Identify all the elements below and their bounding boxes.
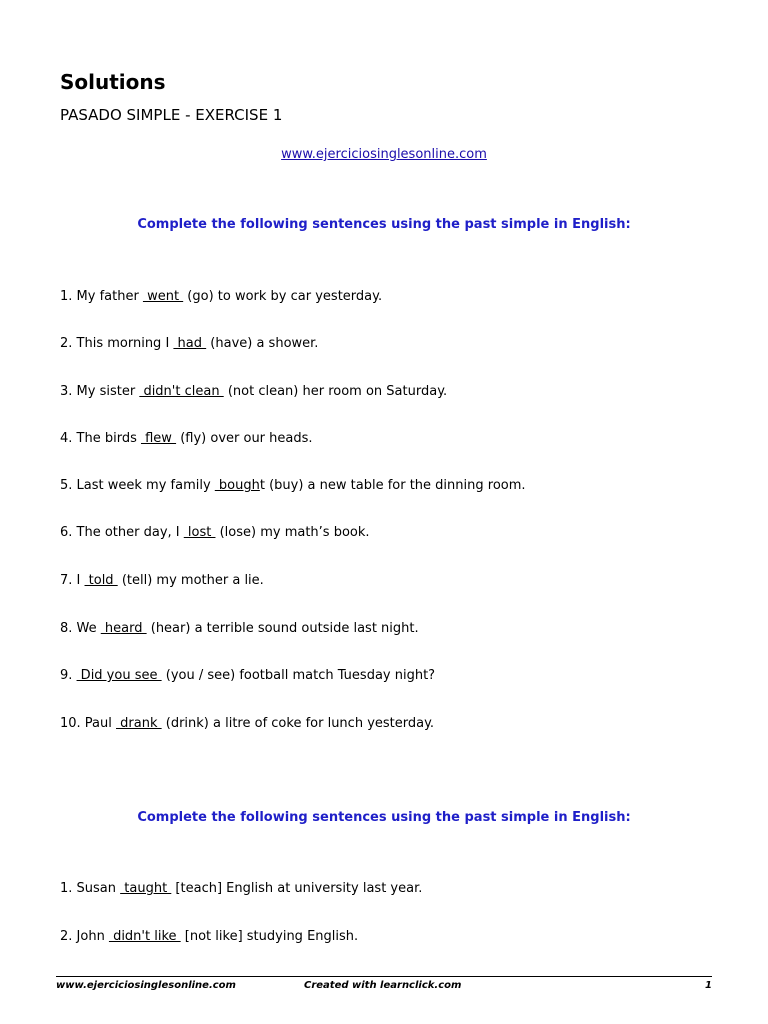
sentence-6: 6. The other day, I lost (lose) my math’s book. — [60, 525, 370, 540]
answer-4: flew — [140, 431, 177, 446]
sentence-2-2: 2. John didn't like [not like] studying English. — [60, 929, 359, 944]
sentence-1: 1. My father went (go) to work by car yesterday. — [60, 289, 383, 304]
sentence-5: 5. Last week my family bought (buy) a new table for the dinning room. — [60, 478, 526, 493]
sentence-10: 10. Paul drank (drink) a litre of coke for lunch yesterday. — [60, 716, 435, 731]
answer-1: went — [142, 289, 184, 304]
exercise-subtitle: PASADO SIMPLE - EXERCISE 1 — [60, 106, 283, 124]
answer-2: had — [173, 336, 207, 351]
answer-7: told — [84, 573, 118, 588]
answer-5: bough — [214, 478, 260, 493]
answer-6: lost — [183, 525, 216, 540]
sentence-8: 8. We heard (hear) a terrible sound outside last night. — [60, 621, 419, 636]
answer-2-2: didn't like — [108, 929, 181, 944]
page-number: 1 — [705, 980, 712, 991]
sentence-9: 9. Did you see (you / see) football match Tuesday night? — [60, 668, 436, 683]
answer-10: drank — [116, 716, 162, 731]
sentence-3: 3. My sister didn't clean (not clean) her room on Saturday. — [60, 384, 448, 399]
section1-instruction: Complete the following sentences using the past simple in English: — [137, 217, 631, 232]
footer-divider — [56, 976, 712, 977]
page-title: Solutions — [60, 70, 166, 94]
sentence-7: 7. I told (tell) my mother a lie. — [60, 573, 264, 588]
footer-website: www.ejerciciosinglesonline.com — [56, 980, 236, 991]
sentence-2-1: 1. Susan taught [teach] English at university last year. — [60, 881, 423, 896]
answer-9: Did you see — [76, 668, 162, 683]
answer-8: heard — [100, 621, 147, 636]
answer-3: didn't clean — [139, 384, 224, 399]
answer-2-1: taught — [120, 881, 172, 896]
sentence-4: 4. The birds flew (fly) over our heads. — [60, 431, 313, 446]
footer-credit: Created with learnclick.com — [304, 980, 462, 991]
website-link[interactable]: www.ejerciciosinglesonline.com — [281, 147, 487, 162]
sentence-2: 2. This morning I had (have) a shower. — [60, 336, 319, 351]
section2-instruction: Complete the following sentences using the past simple in English: — [137, 810, 631, 825]
